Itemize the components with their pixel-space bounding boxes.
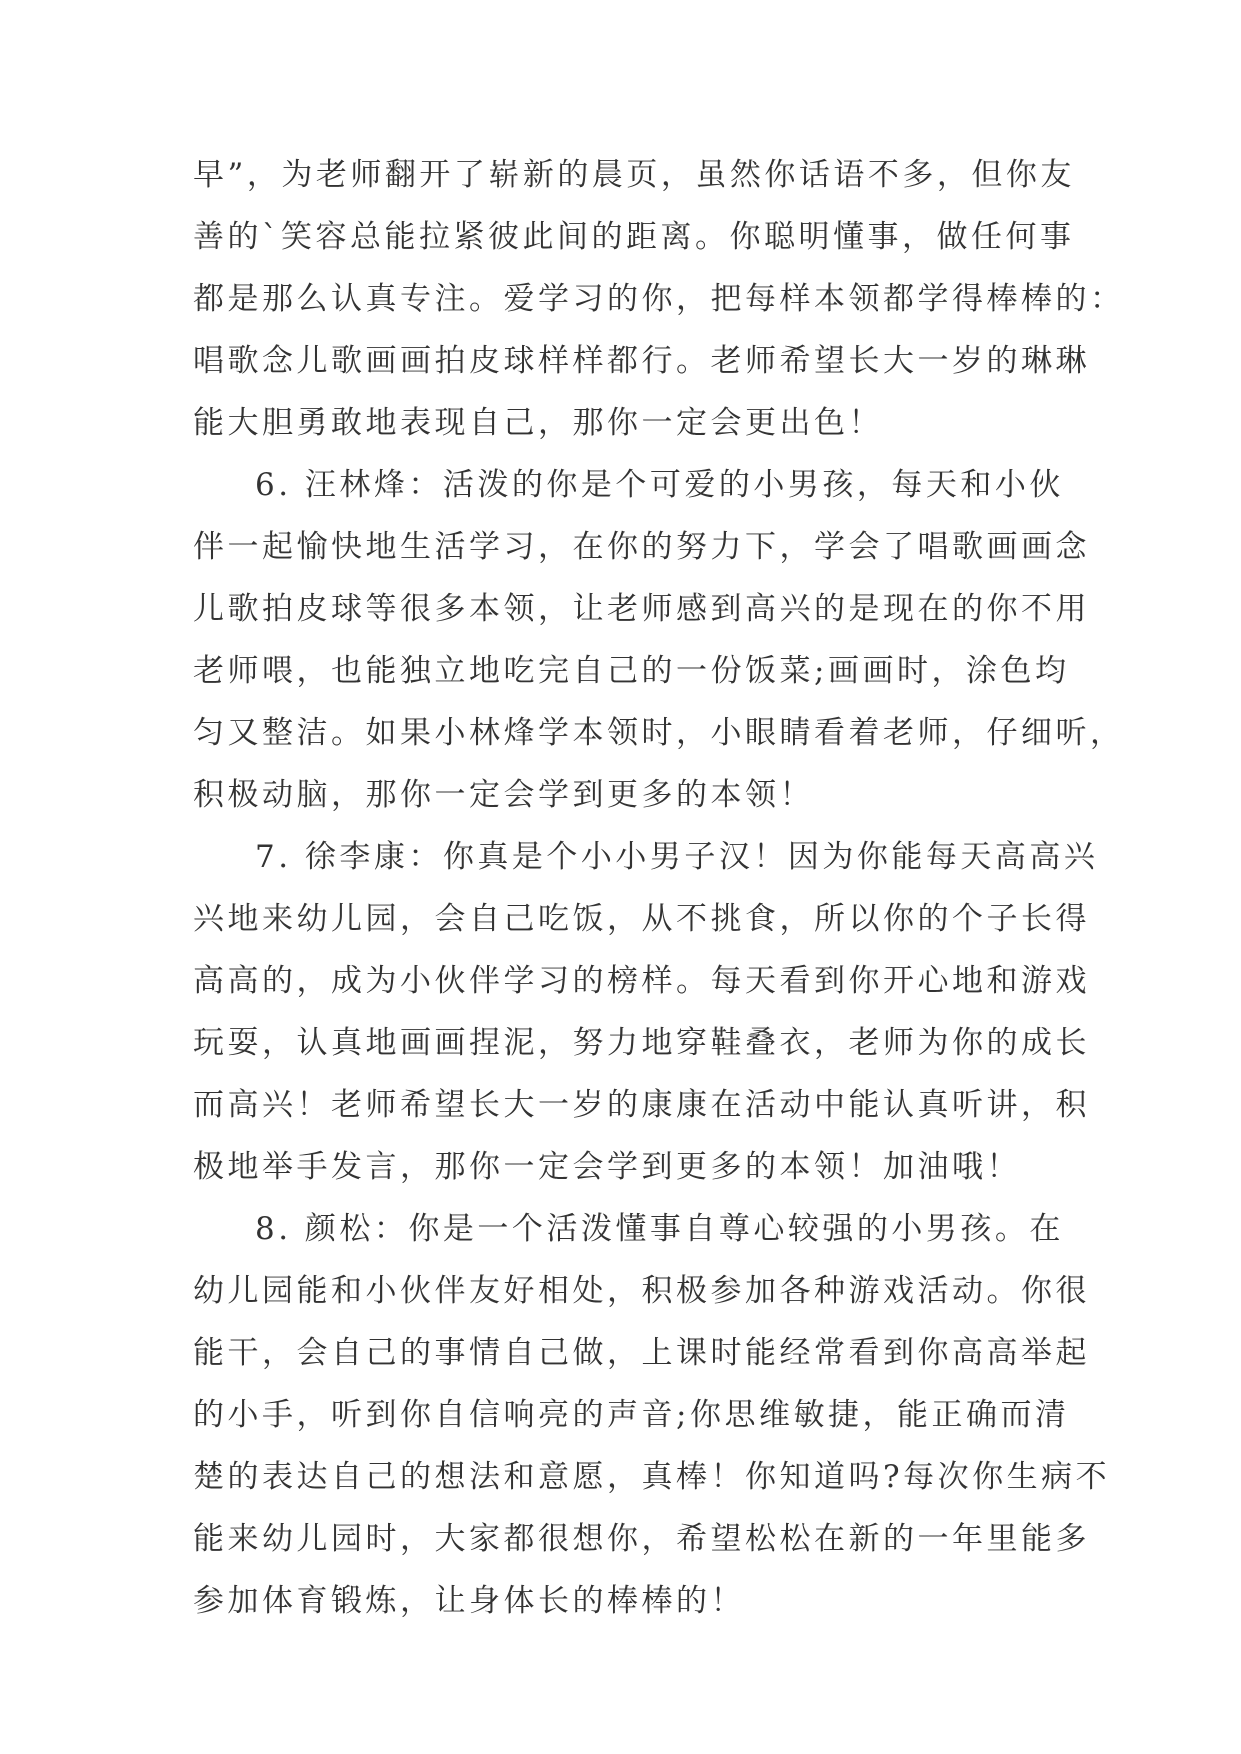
text-line: 楚的表达自己的想法和意愿，真棒！你知道吗?每次你生病不: [193, 1459, 1111, 1495]
paragraph-first-line: 7. 徐李康：你真是个小小男子汉！因为你能每天高高兴: [255, 839, 1099, 875]
text-line: 幼儿园能和小伙伴友好相处，积极参加各种游戏活动。你很: [193, 1273, 1090, 1309]
text-line: 能大胆勇敢地表现自己，那你一定会更出色！: [193, 405, 883, 441]
text-line: 唱歌念儿歌画画拍皮球样样都行。老师希望长大一岁的琳琳: [193, 343, 1090, 379]
text-line: 能干，会自己的事情自己做，上课时能经常看到你高高举起: [193, 1335, 1090, 1371]
text-line: 兴地来幼儿园，会自己吃饭，从不挑食，所以你的个子长得: [193, 901, 1090, 937]
text-line: 老师喂，也能独立地吃完自己的一份饭菜;画画时，涂色均: [193, 653, 1070, 689]
text-line: 而高兴！老师希望长大一岁的康康在活动中能认真听讲，积: [193, 1087, 1090, 1123]
text-line: 伴一起愉快地生活学习，在你的努力下，学会了唱歌画画念: [193, 529, 1090, 565]
paragraph-first-line: 6. 汪林烽：活泼的你是个可爱的小男孩，每天和小伙: [255, 467, 1064, 503]
document-body: [193, 144, 1125, 1632]
text-line: 玩耍，认真地画画捏泥，努力地穿鞋叠衣，老师为你的成长: [193, 1025, 1090, 1061]
text-line: 匀又整洁。如果小林烽学本领时，小眼睛看着老师，仔细听，: [193, 715, 1125, 751]
text-line: 极地举手发言，那你一定会学到更多的本领！加油哦！: [193, 1149, 1021, 1185]
text-line: 能来幼儿园时，大家都很想你，希望松松在新的一年里能多: [193, 1521, 1090, 1557]
text-line: 儿歌拍皮球等很多本领，让老师感到高兴的是现在的你不用: [193, 591, 1090, 627]
text-line: 的小手，听到你自信响亮的声音;你思维敏捷，能正确而清: [193, 1397, 1070, 1433]
text-line: 早”，为老师翻开了崭新的晨页，虽然你话语不多，但你友: [193, 157, 1075, 193]
text-line: 善的`笑容总能拉紧彼此间的距离。你聪明懂事，做任何事: [193, 219, 1075, 255]
paragraph-first-line: 8. 颜松：你是一个活泼懂事自尊心较强的小男孩。在: [255, 1211, 1064, 1247]
text-line: 参加体育锻炼，让身体长的棒棒的！: [193, 1583, 745, 1619]
text-line: 高高的，成为小伙伴学习的榜样。每天看到你开心地和游戏: [193, 963, 1090, 999]
text-line: 积极动脑，那你一定会学到更多的本领！: [193, 777, 814, 813]
text-line: 都是那么认真专注。爱学习的你，把每样本领都学得棒棒的：: [193, 281, 1125, 317]
